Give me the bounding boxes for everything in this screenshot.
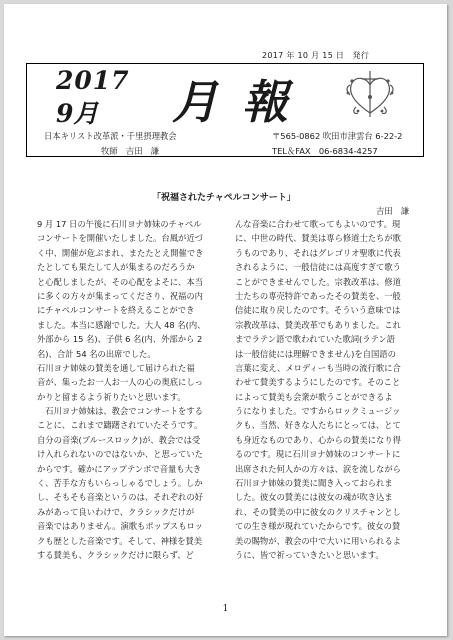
article-line: と心配しましたが、その心配をよそに、本当	[37, 276, 203, 287]
article-line: け入れられないのではないか、と思っていた	[37, 449, 203, 460]
article-line: ことができませんでした。宗教改革は、修道	[235, 276, 401, 287]
article-line: うものであり、それはグレゴリオ聖歌に代表	[235, 247, 401, 258]
article-line: し、そもそも音楽というのは、それぞれの好	[37, 492, 203, 503]
article-line: ました。本当に感謝でした。大人 48 名(内、	[37, 319, 206, 330]
article-line: までラテン語で歌われていた歌詞(ラテン語	[235, 334, 396, 345]
article-line: 石川ヨナ姉妹の賛美に聞き入っておられま	[235, 478, 393, 489]
article-line: 美の賜物が、教会の中で大いに用いられるよ	[235, 535, 401, 546]
organization-name: 日本キリスト改革派・千里摂理教会	[44, 131, 177, 141]
article-line: 名)、合計 54 名の出席でした。	[37, 348, 156, 359]
article-line: も身近なものであり、心からの賛美になり得	[235, 434, 401, 445]
article-line: されるように、一般信徒には高度すぎて歌う	[235, 262, 401, 273]
newsletter-page	[4, 4, 447, 636]
article-line: ことに、これまで躊躇されていたそうです。	[37, 420, 203, 431]
article-line: く中、開催が危ぶまれ、またたとえ開催でき	[37, 247, 204, 258]
article-line: んな音楽に合わせて歌ってもよいのです。現	[235, 219, 401, 229]
article-column-left	[37, 217, 237, 562]
article-line: コンサートを開催いたしました。台風が近づ	[37, 233, 203, 244]
article-line: 士たちの専売特許であったその賛美を、一般	[235, 290, 401, 301]
article-line: うになりました。ですからロックミュージッ	[235, 406, 401, 417]
article-column-right	[235, 217, 435, 562]
article-line: わせて賛美するようにしたのです。そのこと	[235, 377, 401, 388]
article-line: 音が、集ったお一人お一人の心の奥底にしっ	[37, 377, 203, 388]
heart-cross-emblem-icon	[342, 67, 398, 123]
article-line: ての生き様が現れていたからです。彼女の賛	[235, 521, 401, 532]
article-line: く、苦手な方もいらっしゃるでしょう。しか	[37, 478, 203, 489]
article-line: クも、当然、好きな人たちにとっては、とて	[235, 420, 401, 431]
article-title: 「祝福されたチャペルコンサート」	[152, 193, 296, 203]
article-line: るのです。現に石川ヨナ姉妹のコンサートに	[235, 449, 401, 460]
article-line: した。彼女の賛美には彼女の魂が吹き込ま	[235, 492, 393, 503]
article-line: に、中世の時代、賛美は専ら修道士たちが歌	[235, 233, 401, 244]
article-line: 自分の音楽(ブルースロック)が、教会では受	[37, 434, 201, 445]
article-line: によって賛美も会衆が歌うことができるよ	[235, 391, 393, 402]
article-line: クも歴とした音楽です。そして、神様を賛美	[37, 535, 203, 546]
article-line: 外部から 15 名)、子供 6 名(内、外部から 2	[37, 334, 203, 345]
article-author: 吉田 謙	[376, 206, 410, 216]
masthead-year: 2017	[56, 66, 130, 95]
pastor-name: 牧師 吉田 謙	[101, 146, 160, 156]
article-line: は一般信徒には理解できません)を自国語の	[235, 348, 396, 359]
article-line: 9 月 17 日の午後に石川ヨナ姉妹のチャペル	[37, 219, 202, 229]
article-line: たとしても果たして人が集まるのだろうか	[37, 262, 195, 273]
article-line: する賛美も、クラシックだけに限らず、ど	[37, 549, 194, 560]
article-line: にチャペルコンサートを終えることができ	[37, 305, 195, 316]
article-line: 音楽ではありません。演歌もポップスもロッ	[37, 521, 203, 532]
article-line: 宗教改革は、賛美改革でもありました。これ	[235, 319, 401, 330]
masthead-month: 9月	[56, 99, 99, 128]
masthead-title: 月報	[172, 75, 312, 129]
church-address: 〒565-0862 吹田市津雲台 6-22-2	[272, 131, 403, 141]
article-line: かりと留まるよう祈りたいと思います。	[37, 391, 186, 402]
article-line: 石川ヨナ姉妹は、教会でコンサートをする	[37, 406, 203, 417]
article-line: からです。確かにアップテンポで音量も大き	[37, 463, 202, 474]
church-phone: TEL＆FAX 06-6834-4257	[272, 146, 378, 156]
article-line: みがあって良いわけで、クラシックだけが	[37, 506, 195, 517]
article-line: うに、皆で祈っていきたいと思います。	[235, 549, 384, 560]
article-line: 出席された何人かの方々は、涙を流しながら	[235, 463, 401, 474]
issue-date: 2017 年 10 月 15 日 発行	[262, 51, 370, 60]
article-line: 石川ヨナ姉妹の賛美を通して届けられた福	[37, 362, 195, 373]
article-line: 信徒に取り戻したのです。そういう意味では	[235, 305, 401, 316]
article-line: に多くの方々が集まってくださり、祝福の内	[37, 290, 203, 301]
article-line: 言葉に変え、メロディーも当時の流行歌に合	[235, 362, 401, 373]
page-number: 1	[222, 604, 229, 614]
article-line: れ、その賛美の中に彼女のクリスチャンとし	[235, 506, 401, 517]
